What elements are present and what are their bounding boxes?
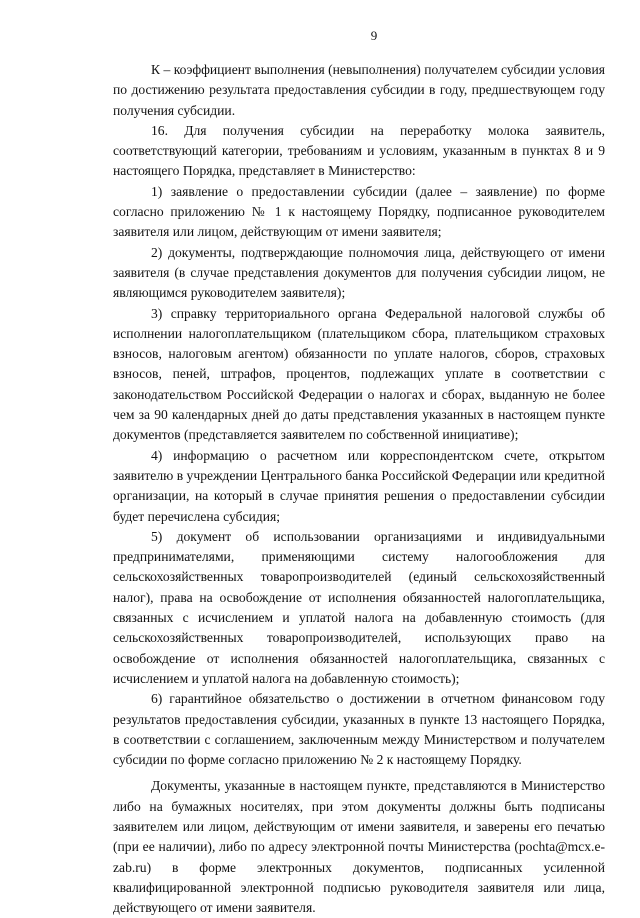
paragraph-item-16: 16. Для получения субсидии на переработку молока заявитель, соответствующий категории, требованиям и условиям, указанным в пунктах 8 и 9 настоящего Порядка, представляет в Министерство:: [113, 122, 605, 179]
paragraph-subitem-2: 2) документы, подтверждающие полномочия лица, действующего от имени заявителя (в случае представления документов для получения субсидии лицом, не являющимся руководителем заявителя);: [113, 244, 605, 301]
paragraph-subitem-4: 4) информацию о расчетном или корреспондентском счете, открытом заявителю в учреждении Центрального банка Российской Федерации или кредитной организации, на который в случае принятия решения о предоставлении субсидии будет перечислена субсидия;: [113, 447, 605, 524]
paragraph-subitem-1: 1) заявление о предоставлении субсидии (далее – заявление) по форме согласно приложению № 1 к настоящему Порядку, подписанное руководителем заявителя или лицом, действующим от имени заявителя;: [113, 183, 605, 240]
paragraph-coefficient-k: К – коэффициент выполнения (невыполнения) получателем субсидии условия по достижению результата предоставления субсидии в году, предшествующем году получения субсидии.: [113, 62, 605, 118]
paragraph-subitem-3: 3) справку территориального органа Федеральной налоговой службы об исполнении налогоплательщиком (плательщиком сбора, плательщиком страховых взносов, налоговым агентом) обязанности по уплате налогов, сборов, страховых взносов, пеней, штрафов, процентов, подлежащих уплате в соответствии с законодательством Российской Федерации о налогах и сборах, выданную не более чем за 90 календарных дней до даты представления указанных в настоящем пункте документов (представляется заявителем по собственной инициативе);: [113, 305, 605, 443]
paragraph-subitem-5: 5) документ об использовании организациями и индивидуальными предпринимателями, применяющими систему налогообложения для сельскохозяйственных товаропроизводителей (единый сельскохозяйственный налог), права на освобождение от исполнения обязанностей налогоплательщика, связанных с исчислением и уплатой налога на добавленную стоимость (для сельскохозяйственных товаропроизводителей, использующих право на освобождение от исполнения обязанностей налогоплательщика, связанных с исчислением и уплатой налога на добавленную стоимость);: [113, 528, 605, 686]
paragraph-submission-rules: Документы, указанные в настоящем пункте, представляются в Министерство либо на бумажных носителях, при этом документы должны быть подписаны заявителем или лицом, действующим от имени заявителя, и заверены его печатью (при ее наличии), либо по адресу электронной почты Министерства (pochta@mcx.e-zab.ru) в форме электронных документов, подписанных усиленной квалифицированной электронной подписью руководителя заявителя или лица, действующего от имени заявителя.: [113, 778, 605, 916]
page-number: 9: [370, 28, 378, 43]
paragraph-subitem-6: 6) гарантийное обязательство о достижении в отчетном финансовом году результатов предоставления субсидии, указанных в пункте 13 настоящего Порядка, в соответствии с соглашением, заключенным между Министерством и получателем субсидии по форме согласно приложению № 2 к настоящему Порядку.: [113, 691, 605, 768]
